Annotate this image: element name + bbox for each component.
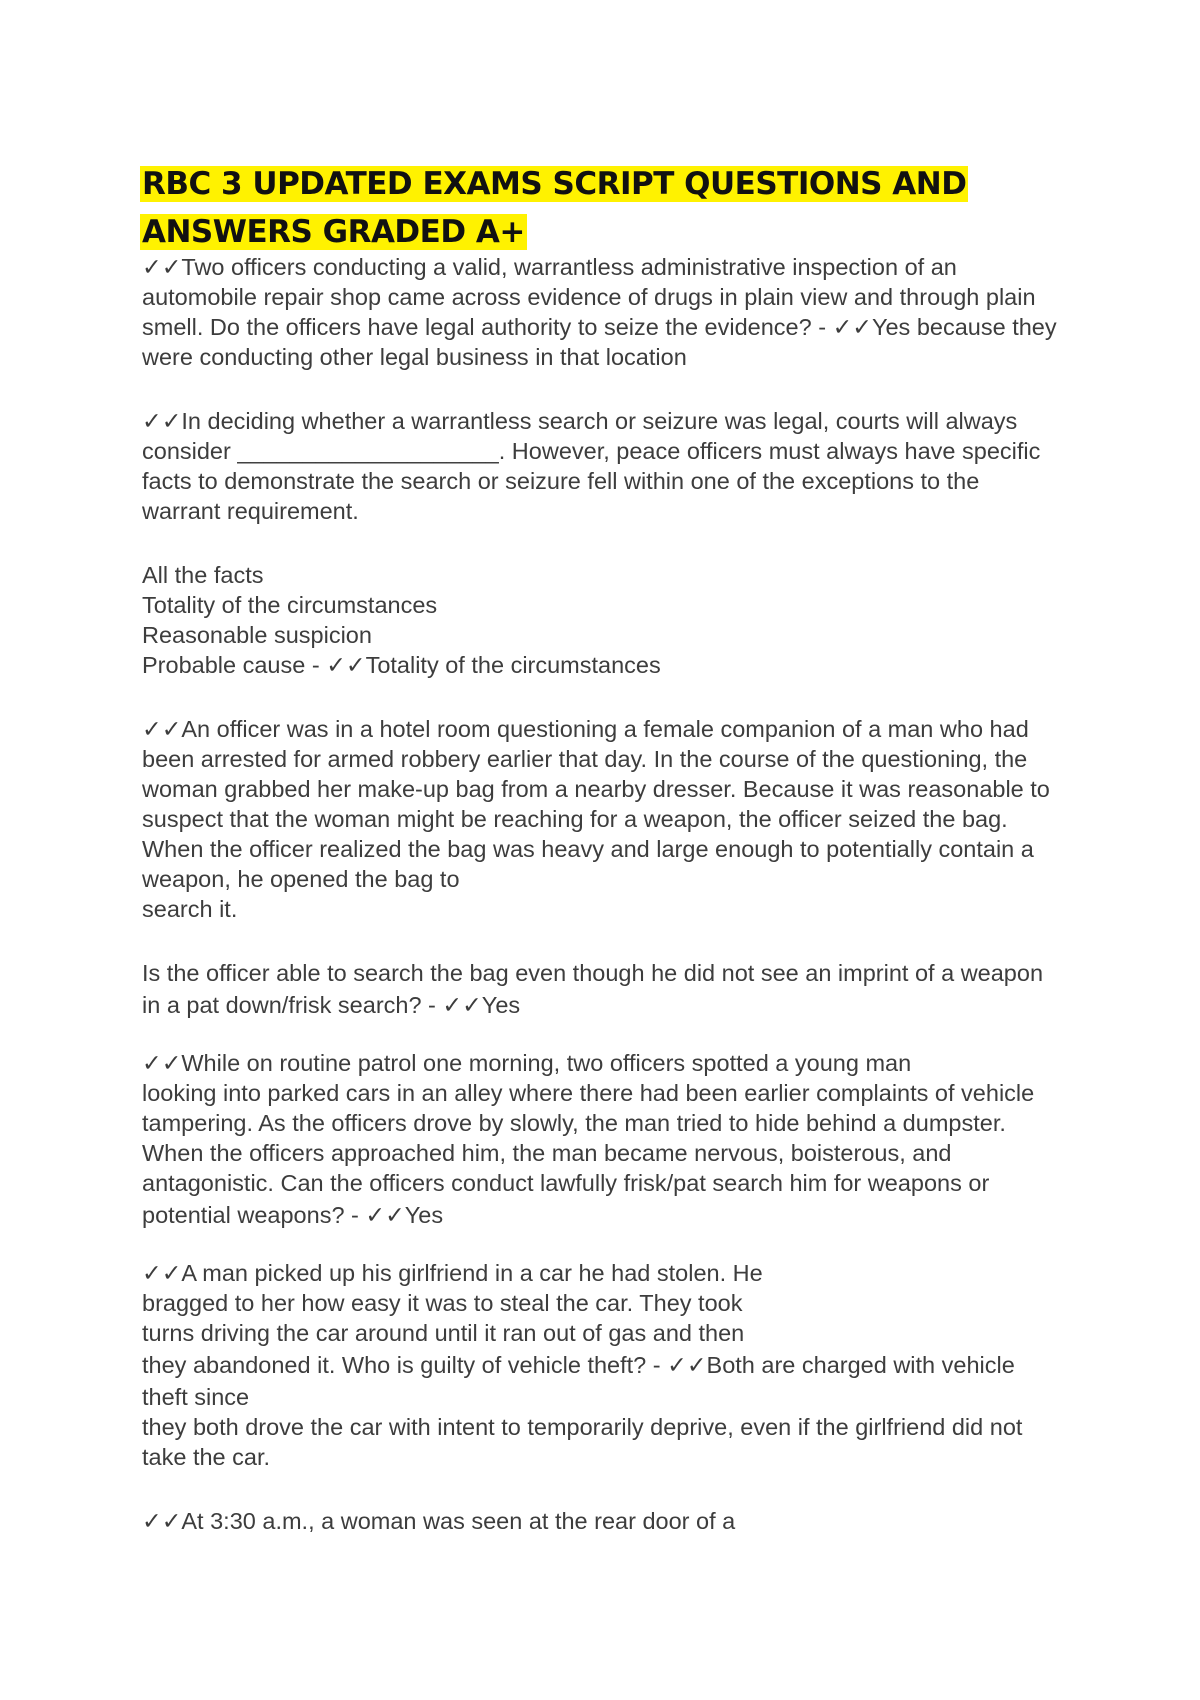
text-line: ✓✓A man picked up his girlfriend in a car he had stolen. He — [142, 1260, 763, 1286]
text-line: ✓✓In deciding whether a warrantless search or seizure was legal, courts will always — [142, 408, 1018, 434]
option-line: Probable cause - ✓✓Totality of the circumstances — [142, 652, 661, 678]
text-line: they both drove the car with intent to temporarily deprive, even if the girlfriend did not — [142, 1414, 1023, 1440]
text-line: suspect that the woman might be reaching for a weapon, the officer seized the bag. — [142, 806, 1008, 832]
text-line: were conducting other legal business in that location — [142, 344, 687, 370]
question-3 — [142, 714, 1082, 924]
text-line: Is the officer able to search the bag even though he did not see an imprint of a weapon — [142, 960, 1044, 986]
text-line: potential weapons? - ✓✓Yes — [142, 1202, 444, 1228]
text-line: When the officer realized the bag was heavy and large enough to potentially contain a — [142, 836, 1034, 862]
text-line: ✓✓Two officers conducting a valid, warrantless administrative inspection of an — [142, 254, 957, 280]
text-line: consider ____________________. However, peace officers must always have specific — [142, 438, 1041, 464]
question-4 — [142, 1048, 1082, 1232]
text-line: take the car. — [142, 1444, 271, 1470]
question-2 — [142, 406, 1082, 526]
text-line: weapon, he opened the bag to — [142, 866, 460, 892]
question-5 — [142, 1258, 1082, 1472]
text-line: ✓✓An officer was in a hotel room questioning a female companion of a man who had — [142, 716, 1029, 742]
text-line: automobile repair shop came across evidence of drugs in plain view and through plain — [142, 284, 1036, 310]
question-1 — [142, 252, 1082, 372]
text-line: bragged to her how easy it was to steal the car. They took — [142, 1290, 743, 1316]
text-line: search it. — [142, 896, 238, 922]
text-line: ✓✓At 3:30 a.m., a woman was seen at the rear door of a — [142, 1508, 736, 1534]
text-line: facts to demonstrate the search or seizure fell within one of the exceptions to the — [142, 468, 980, 494]
text-line: they abandoned it. Who is guilty of vehicle theft? - ✓✓Both are charged with vehicle — [142, 1352, 1015, 1378]
text-line: woman grabbed her make-up bag from a nearby dresser. Because it was reasonable to — [142, 776, 1050, 802]
title-line-1: RBC 3 UPDATED EXAMS SCRIPT QUESTIONS AND — [142, 166, 967, 202]
text-line: antagonistic. Can the officers conduct lawfully frisk/pat search him for weapons or — [142, 1170, 990, 1196]
option-line: Reasonable suspicion — [142, 622, 372, 648]
question-2-options — [142, 560, 1082, 680]
option-line: All the facts — [142, 562, 264, 588]
question-3-prompt — [142, 958, 1082, 1022]
text-line: looking into parked cars in an alley where there had been earlier complaints of vehicle — [142, 1080, 1035, 1106]
text-line: When the officers approached him, the man became nervous, boisterous, and — [142, 1140, 952, 1166]
text-line: turns driving the car around until it ran out of gas and then — [142, 1320, 745, 1346]
question-6 — [142, 1506, 1082, 1536]
text-line: tampering. As the officers drove by slowly, the man tried to hide behind a dumpster. — [142, 1110, 1006, 1136]
text-line: warrant requirement. — [142, 498, 359, 524]
option-line: Totality of the circumstances — [142, 592, 438, 618]
document-title — [140, 160, 1040, 256]
document-body — [142, 252, 1082, 1536]
title-line-2: ANSWERS GRADED A+ — [142, 214, 525, 250]
text-line: ✓✓While on routine patrol one morning, two officers spotted a young man — [142, 1050, 912, 1076]
text-line: smell. Do the officers have legal authority to seize the evidence? - ✓✓Yes because they — [142, 314, 1057, 340]
text-line: in a pat down/frisk search? - ✓✓Yes — [142, 992, 521, 1018]
text-line: been arrested for armed robbery earlier that day. In the course of the questioning, the — [142, 746, 1028, 772]
text-line: theft since — [142, 1384, 250, 1410]
